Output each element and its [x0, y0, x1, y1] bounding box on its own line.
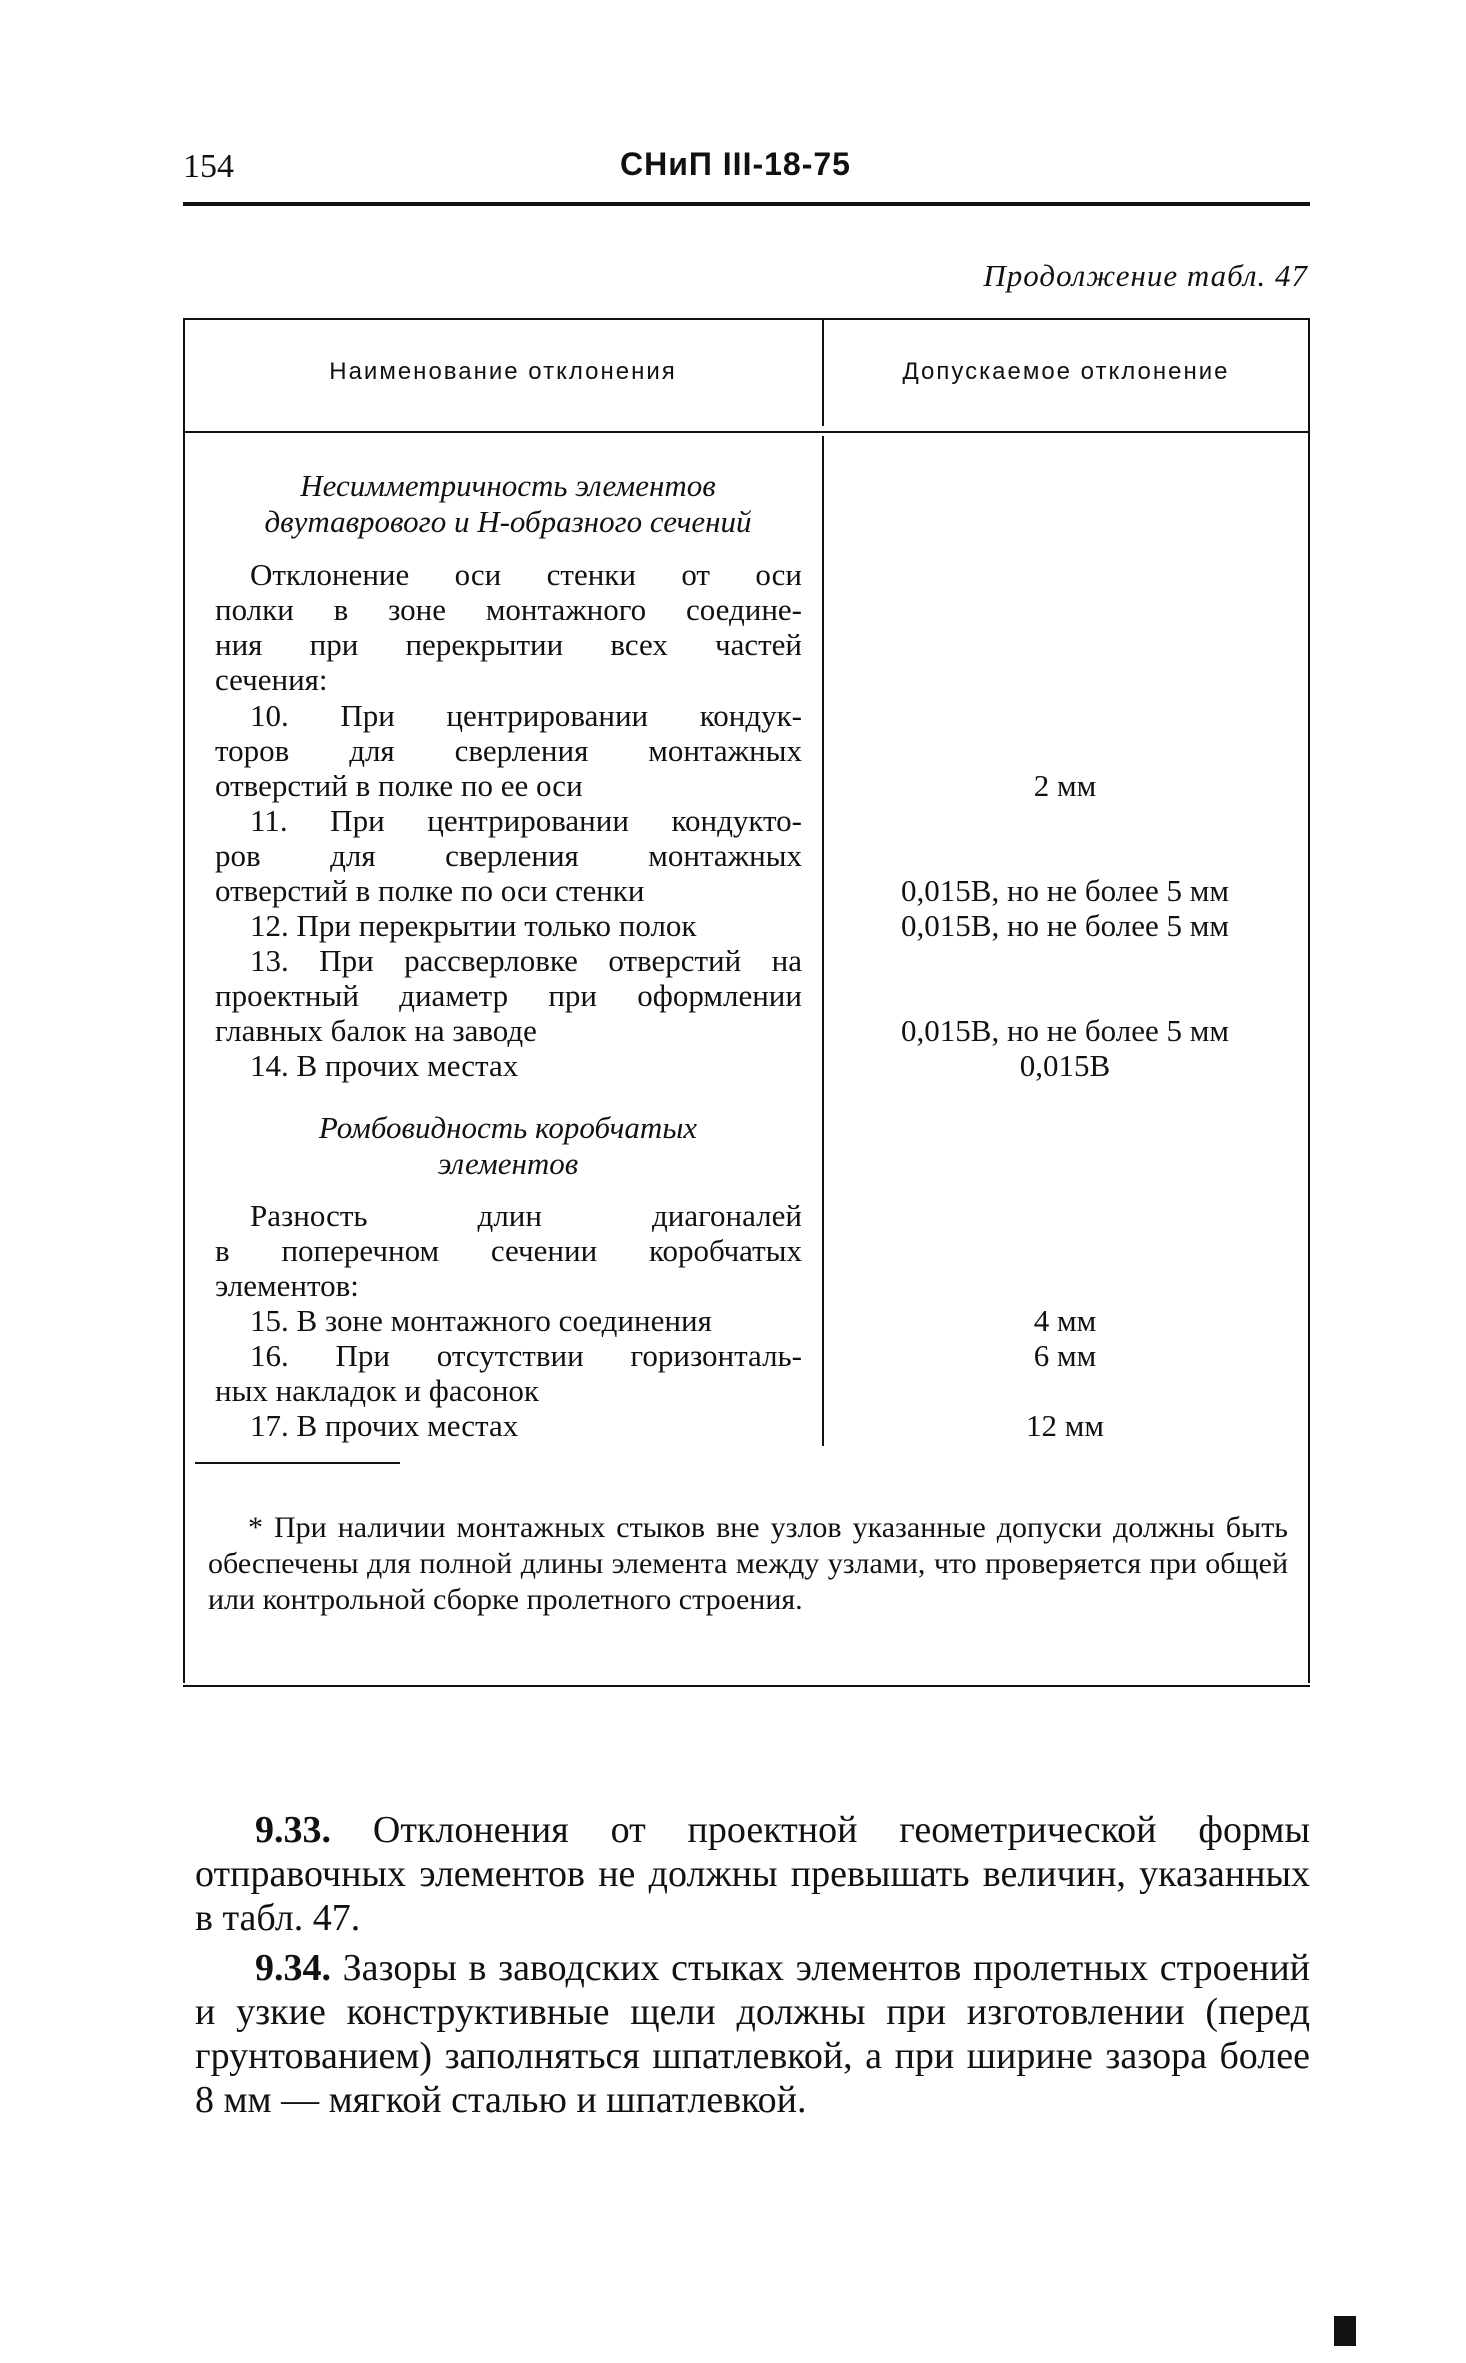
column-header-name: Наименование отклонения — [329, 358, 677, 385]
item-17: 17. В прочих местах — [250, 1408, 519, 1443]
paragraph-9-34 — [195, 1946, 1310, 2122]
section-title-rhomboid: Ромбовидность коробчатых элементов — [318, 1110, 698, 1181]
item-12: 12. При перекрытии только полок — [250, 908, 697, 943]
table-right-border — [1308, 318, 1310, 1683]
table-footnote: * При наличии монтажных стыков вне узлов указанные допуски должны быть обеспечены для полной длины элемента между узлами, что проверяется при общей или контрольной сборке пролетного строения. — [208, 1511, 1288, 1616]
section-title-asymmetry: Несимметричность элементов двутаврового и Н-образного сечений — [264, 468, 752, 539]
document-title: СНиП III-18-75 — [620, 146, 851, 182]
paragraph-9-33 — [195, 1808, 1310, 1940]
value-13: 0,015B, но не более 5 мм — [901, 1013, 1229, 1048]
paragraph-9-33-number: 9.33. — [255, 1809, 331, 1851]
value-15: 4 мм — [1033, 1303, 1097, 1338]
table-caption: Продолжение табл. 47 — [983, 258, 1308, 293]
header-bottom-rule — [183, 431, 1310, 433]
value-16: 6 мм — [1033, 1338, 1097, 1373]
paragraph-9-34-number: 9.34. — [255, 1947, 331, 1989]
column-divider-body — [822, 436, 824, 1446]
item-15: 15. В зоне монтажного соединения — [250, 1303, 712, 1338]
section2-intro: Разность длин диагоналей в поперечном сечении коробчатых элементов: — [215, 1198, 802, 1303]
value-14: 0,015B — [1019, 1048, 1111, 1083]
page-number: 154 — [183, 148, 234, 185]
value-12: 0,015B, но не более 5 мм — [901, 908, 1229, 943]
paragraph-9-34-text: Зазоры в заводских стыках элементов пролетных строений и узкие конструктивные щели должны при изготовлении (перед грунтованием) заполняться шпатлевкой, а при ширине зазора более 8 мм — мягкой сталью и шпатлевкой. — [195, 1947, 1311, 2121]
value-10: 2 мм — [1033, 768, 1097, 803]
value-11: 0,015B, но не более 5 мм — [901, 873, 1229, 908]
header-rule — [183, 202, 1310, 206]
item-14: 14. В прочих местах — [250, 1048, 519, 1083]
paragraph-9-33-text: Отклонения от проектной геометрической формы отправочных элементов не должны превышать величин, указанных в табл. 47. — [195, 1809, 1311, 1939]
footnote-separator — [195, 1462, 400, 1464]
section1-intro: Отклонение оси стенки от оси полки в зоне монтажного соедине- ния при перекрытии всех частей сечения: — [215, 557, 802, 697]
item-10: 10. При центрировании кондук- торов для сверления монтажных отверстий в полке по ее оси — [215, 698, 802, 803]
item-11: 11. При центрировании кондукто- ров для сверления монтажных отверстий в полке по оси стенки — [215, 803, 802, 908]
corner-mark — [1334, 2316, 1356, 2346]
item-16: 16. При отсутствии горизонталь- ных накладок и фасонок — [215, 1338, 802, 1408]
column-header-tolerance: Допускаемое отклонение — [902, 358, 1230, 385]
value-17: 12 мм — [1026, 1408, 1104, 1443]
item-13: 13. При рассверловке отверстий на проектный диаметр при оформлении главных балок на заводе — [215, 943, 802, 1048]
table-left-border — [183, 318, 185, 1683]
